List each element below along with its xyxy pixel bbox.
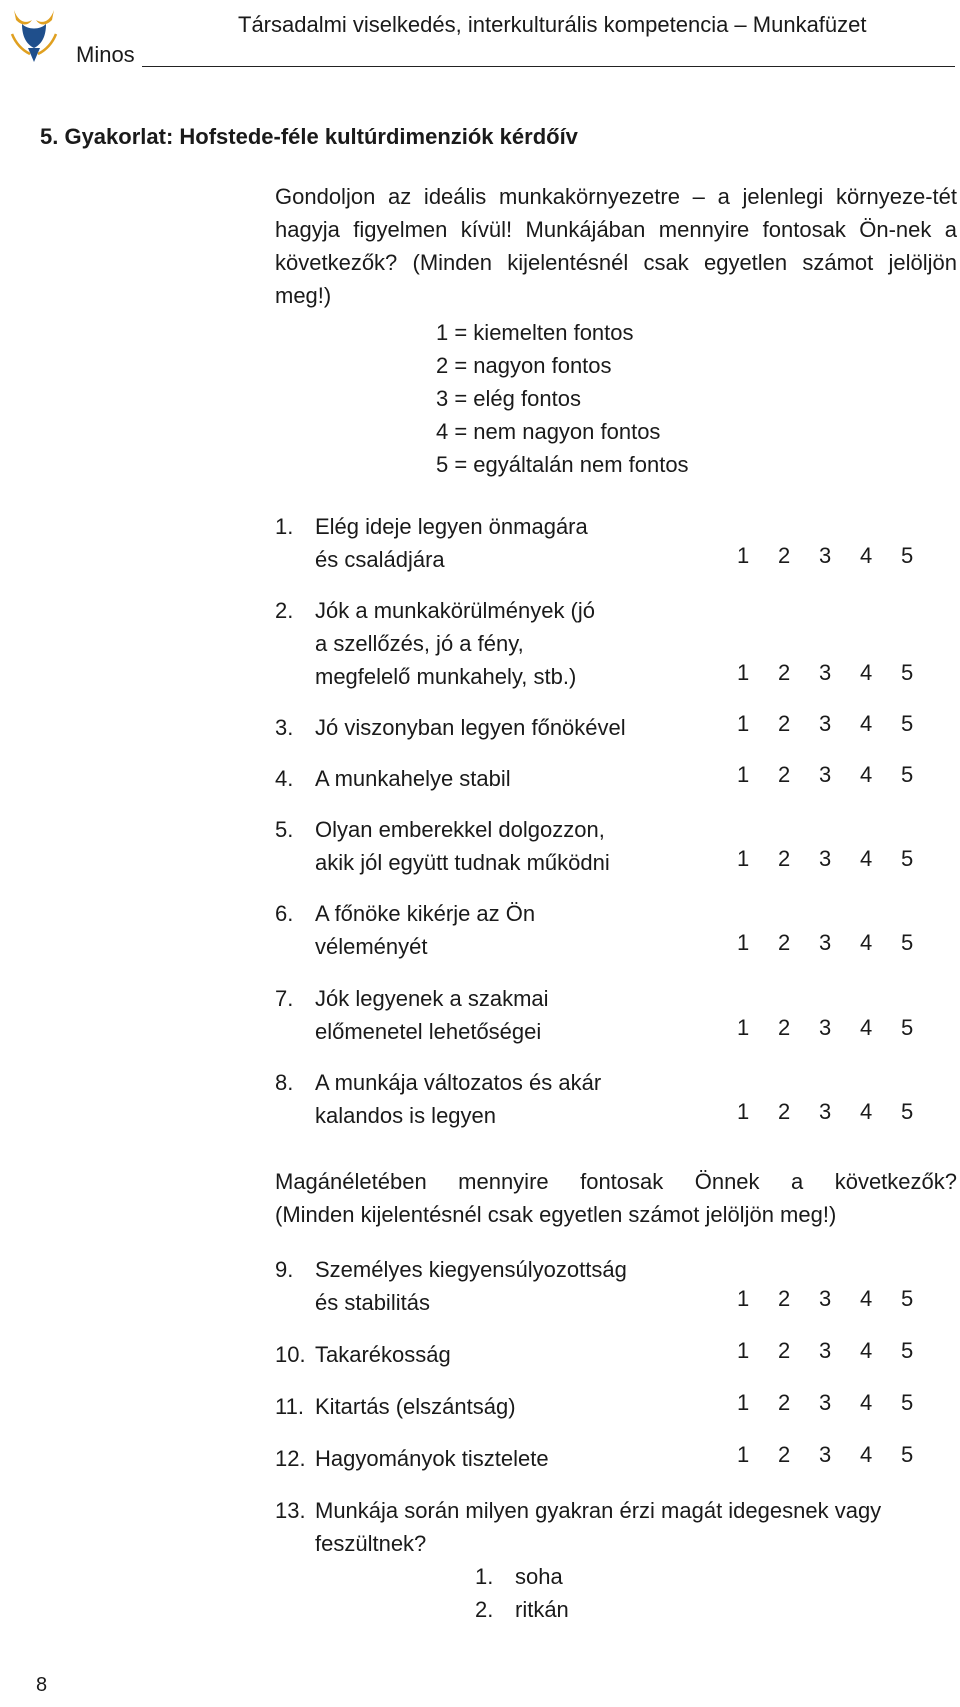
rating-option[interactable]: 2 [778, 543, 791, 568]
rating-option[interactable]: 3 [819, 660, 832, 685]
question-number: 9. [275, 1257, 294, 1282]
rating-option[interactable]: 1 [737, 1286, 750, 1311]
rating-option[interactable]: 3 [819, 930, 832, 955]
question-text: Munkája során milyen gyakran érzi magát idegesnek vagy [315, 1498, 882, 1523]
rating-options-9 [737, 1286, 942, 1312]
rating-option[interactable]: 4 [860, 1286, 873, 1311]
question-number: 13. [275, 1498, 306, 1523]
question-text: akik jól együtt tudnak működni [315, 850, 610, 875]
private-life-instruction: (Minden kijelentésnél csak egyetlen számot jelöljön meg!) [275, 1202, 837, 1227]
rating-option[interactable]: 4 [860, 762, 873, 787]
question-text: előmenetel lehetőségei [315, 1019, 542, 1044]
rating-option[interactable]: 3 [819, 1015, 832, 1040]
rating-option[interactable]: 1 [737, 1390, 750, 1415]
rating-options-6 [737, 930, 942, 956]
rating-options-12 [737, 1442, 942, 1468]
rating-option[interactable]: 3 [819, 711, 832, 736]
rating-option[interactable]: 3 [819, 1390, 832, 1415]
scale-item: 3 = elég fontos [436, 386, 581, 411]
question-text: Személyes kiegyensúlyozottság [315, 1257, 627, 1282]
question-number: 1. [275, 514, 294, 539]
scale-item: 1 = kiemelten fontos [436, 320, 634, 345]
question-text: A főnöke kikérje az Ön [315, 901, 536, 926]
question-number: 8. [275, 1070, 294, 1095]
question-text: feszültnek? [315, 1531, 427, 1556]
rating-option[interactable]: 5 [901, 1338, 914, 1363]
header-brand: Minos [76, 42, 135, 67]
question-text: Takarékosság [315, 1342, 451, 1367]
rating-option[interactable]: 2 [778, 1390, 791, 1415]
question-number: 4. [275, 766, 294, 791]
rating-option[interactable]: 1 [737, 1338, 750, 1363]
rating-option[interactable]: 2 [778, 660, 791, 685]
rating-option[interactable]: 4 [860, 1099, 873, 1124]
rating-option[interactable]: 3 [819, 1338, 832, 1363]
rating-option[interactable]: 2 [778, 1015, 791, 1040]
rating-option[interactable]: 1 [737, 660, 750, 685]
question-number: 12. [275, 1446, 306, 1471]
question-text: és családjára [315, 547, 445, 572]
scale-item: 2 = nagyon fontos [436, 353, 612, 378]
rating-options-3 [737, 711, 942, 737]
header-title: Társadalmi viselkedés, interkulturális kompetencia – Munkafüzet [238, 12, 867, 37]
question-text: Jók legyenek a szakmai [315, 986, 549, 1011]
private-life-question: Magánéletében mennyire fontosak Önnek a következők? [275, 1169, 957, 1194]
answer-label: soha [515, 1564, 563, 1589]
rating-option[interactable]: 5 [901, 1286, 914, 1311]
minos-logo-icon [8, 4, 60, 64]
question-number: 6. [275, 901, 294, 926]
question-text: kalandos is legyen [315, 1103, 497, 1128]
rating-option[interactable]: 4 [860, 711, 873, 736]
question-text: Hagyományok tisztelete [315, 1446, 549, 1471]
rating-option[interactable]: 2 [778, 762, 791, 787]
rating-option[interactable]: 1 [737, 543, 750, 568]
rating-option[interactable]: 2 [778, 930, 791, 955]
rating-options-4 [737, 762, 942, 788]
question-number: 5. [275, 817, 294, 842]
rating-option[interactable]: 1 [737, 711, 750, 736]
question-text: és stabilitás [315, 1290, 430, 1315]
rating-option[interactable]: 4 [860, 1390, 873, 1415]
question-text: Jók a munkakörülmények (jó [315, 598, 596, 623]
rating-option[interactable]: 2 [778, 1338, 791, 1363]
question-text: Elég ideje legyen önmagára [315, 514, 588, 539]
question-text: megfelelő munkahely, stb.) [315, 664, 577, 689]
rating-options-7 [737, 1015, 942, 1041]
rating-option[interactable]: 5 [901, 543, 914, 568]
question-number: 7. [275, 986, 294, 1011]
rating-option[interactable]: 5 [901, 1099, 914, 1124]
question-number: 3. [275, 715, 294, 740]
rating-option[interactable]: 4 [860, 1338, 873, 1363]
question-number: 11. [275, 1394, 304, 1419]
rating-option[interactable]: 2 [778, 711, 791, 736]
question-text: a szellőzés, jó a fény, [315, 631, 524, 656]
rating-option[interactable]: 4 [860, 846, 873, 871]
question-text: Kitartás (elszántság) [315, 1394, 516, 1419]
rating-option[interactable]: 5 [901, 1442, 914, 1467]
question-number: 2. [275, 598, 294, 623]
rating-option[interactable]: 2 [778, 846, 791, 871]
rating-option[interactable]: 4 [860, 1015, 873, 1040]
rating-option[interactable]: 3 [819, 846, 832, 871]
header-rule [142, 66, 955, 67]
rating-option[interactable]: 4 [860, 660, 873, 685]
scale-item: 4 = nem nagyon fontos [436, 419, 661, 444]
rating-scale-legend [436, 316, 689, 481]
rating-option[interactable]: 5 [901, 660, 914, 685]
question-text: véleményét [315, 934, 428, 959]
rating-option[interactable]: 4 [860, 930, 873, 955]
rating-option[interactable]: 3 [819, 762, 832, 787]
rating-option[interactable]: 1 [737, 846, 750, 871]
rating-option[interactable]: 1 [737, 1099, 750, 1124]
question-text: A munkája változatos és akár [315, 1070, 602, 1095]
rating-option[interactable]: 1 [737, 1015, 750, 1040]
private-life-intro [275, 1165, 957, 1231]
question-text: Jó viszonyban legyen főnökével [315, 715, 626, 740]
rating-options-8 [737, 1099, 942, 1125]
rating-option[interactable]: 1 [737, 930, 750, 955]
rating-option[interactable]: 5 [901, 762, 914, 787]
rating-options-10 [737, 1338, 942, 1364]
rating-option[interactable]: 4 [860, 543, 873, 568]
answer-label: ritkán [515, 1597, 569, 1622]
answer-option[interactable] [475, 1593, 569, 1626]
rating-option[interactable]: 5 [901, 1390, 914, 1415]
rating-option[interactable]: 3 [819, 1442, 832, 1467]
rating-options-11 [737, 1390, 942, 1416]
rating-option[interactable]: 1 [737, 762, 750, 787]
rating-option[interactable]: 3 [819, 543, 832, 568]
question-number: 10. [275, 1342, 306, 1367]
answer-options-13 [475, 1560, 569, 1626]
answer-option[interactable] [475, 1560, 569, 1593]
intro-paragraph [275, 180, 957, 312]
rating-option[interactable]: 5 [901, 1015, 914, 1040]
rating-options-1 [737, 543, 942, 569]
rating-option[interactable]: 3 [819, 1286, 832, 1311]
page-number: 8 [36, 1674, 48, 1696]
rating-option[interactable]: 3 [819, 1099, 832, 1124]
question-text: A munkahelye stabil [315, 766, 511, 791]
rating-option[interactable]: 5 [901, 846, 914, 871]
rating-options-5 [737, 846, 942, 872]
rating-option[interactable]: 2 [778, 1442, 791, 1467]
rating-option[interactable]: 4 [860, 1442, 873, 1467]
rating-option[interactable]: 2 [778, 1099, 791, 1124]
rating-options-2 [737, 660, 942, 686]
rating-option[interactable]: 1 [737, 1442, 750, 1467]
intro-text: Gondoljon az ideális munkakörnyezetre – a jelenlegi környeze-tét hagyja figyelmen kívül! Munkájában mennyire fontosak Ön-nek a következők? (Minden kijelentésnél csak egyetlen számot jelöljön meg!) [275, 184, 957, 308]
answer-number: 2. [475, 1597, 494, 1622]
question-text: Olyan emberekkel dolgozzon, [315, 817, 605, 842]
rating-option[interactable]: 5 [901, 930, 914, 955]
rating-option[interactable]: 2 [778, 1286, 791, 1311]
section-title: 5. Gyakorlat: Hofstede-féle kultúrdimenziók kérdőív [40, 124, 578, 149]
scale-item: 5 = egyáltalán nem fontos [436, 452, 689, 477]
answer-number: 1. [475, 1564, 494, 1589]
rating-option[interactable]: 5 [901, 711, 914, 736]
